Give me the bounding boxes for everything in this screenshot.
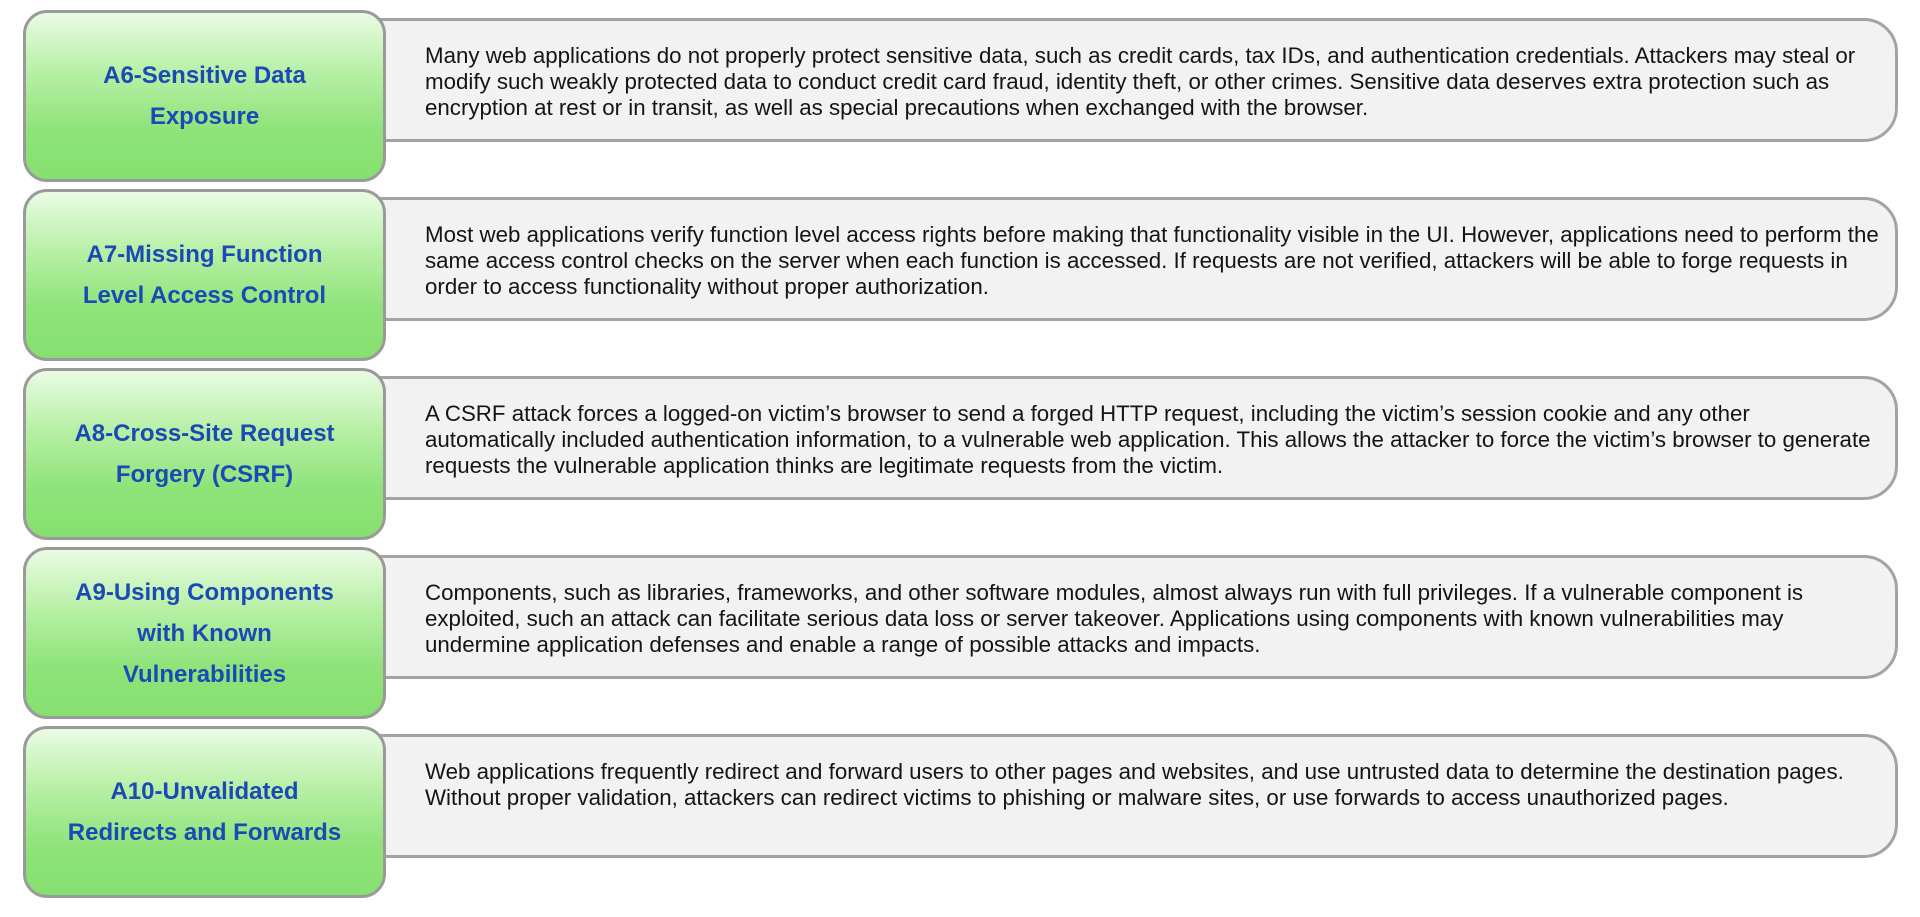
risk-label-box bbox=[23, 368, 386, 540]
risk-description: Most web applications verify function level access rights before making that functionality visible in the UI. However, applications need to perform the same access control checks on the server when each function is accessed. If requests are not verified, attackers will be able to forge requests in order to access functionality without proper authorization. bbox=[425, 222, 1879, 299]
risk-description: Many web applications do not properly protect sensitive data, such as credit cards, tax IDs, and authentication credentials. Attackers may steal or modify such weakly protected data to conduct credit card fraud, identity theft, or other crimes. Sensitive data deserves extra protection such as encryption at rest or in transit, as well as special precautions when exchanged with the browser. bbox=[425, 43, 1856, 120]
risk-label-box bbox=[23, 189, 386, 361]
risk-row-a8 bbox=[0, 368, 1920, 540]
risk-label-box bbox=[23, 10, 386, 182]
risk-row-a7 bbox=[0, 189, 1920, 361]
risk-label: A10-Unvalidated Redirects and Forwards bbox=[67, 778, 342, 846]
risk-label: A9-Using Components with Known Vulnerabilities bbox=[75, 578, 334, 688]
risk-row-a10 bbox=[0, 726, 1920, 898]
risk-row-a9 bbox=[0, 547, 1920, 719]
risk-label: A7-Missing Function Level Access Control bbox=[82, 241, 327, 309]
risk-label-box bbox=[23, 726, 386, 898]
risk-label: A6-Sensitive Data Exposure bbox=[103, 62, 306, 130]
risk-description: Components, such as libraries, frameworks, and other software modules, almost always run with full privileges. If a vulnerable component is exploited, such an attack can facilitate serious data loss or server takeover. Applications using components with known vulnerabilities may undermine application defenses and enable a range of possible attacks and impacts. bbox=[425, 580, 1804, 657]
risk-label: A8-Cross-Site Request Forgery (CSRF) bbox=[74, 420, 335, 488]
risk-label-box bbox=[23, 547, 386, 719]
risk-description: A CSRF attack forces a logged-on victim’s browser to send a forged HTTP request, including the victim’s session cookie and any other automatically included authentication information, to a vulnerable web application. This allows the attacker to force the victim’s browser to generate requests the vulnerable application thinks are legitimate requests from the victim. bbox=[425, 401, 1871, 478]
risk-description: Web applications frequently redirect and forward users to other pages and websites, and use untrusted data to determine the destination pages. Without proper validation, attackers can redirect victims to phishing or malware sites, or use forwards to access unauthorized pages. bbox=[425, 759, 1844, 810]
risk-row-a6 bbox=[0, 10, 1920, 182]
